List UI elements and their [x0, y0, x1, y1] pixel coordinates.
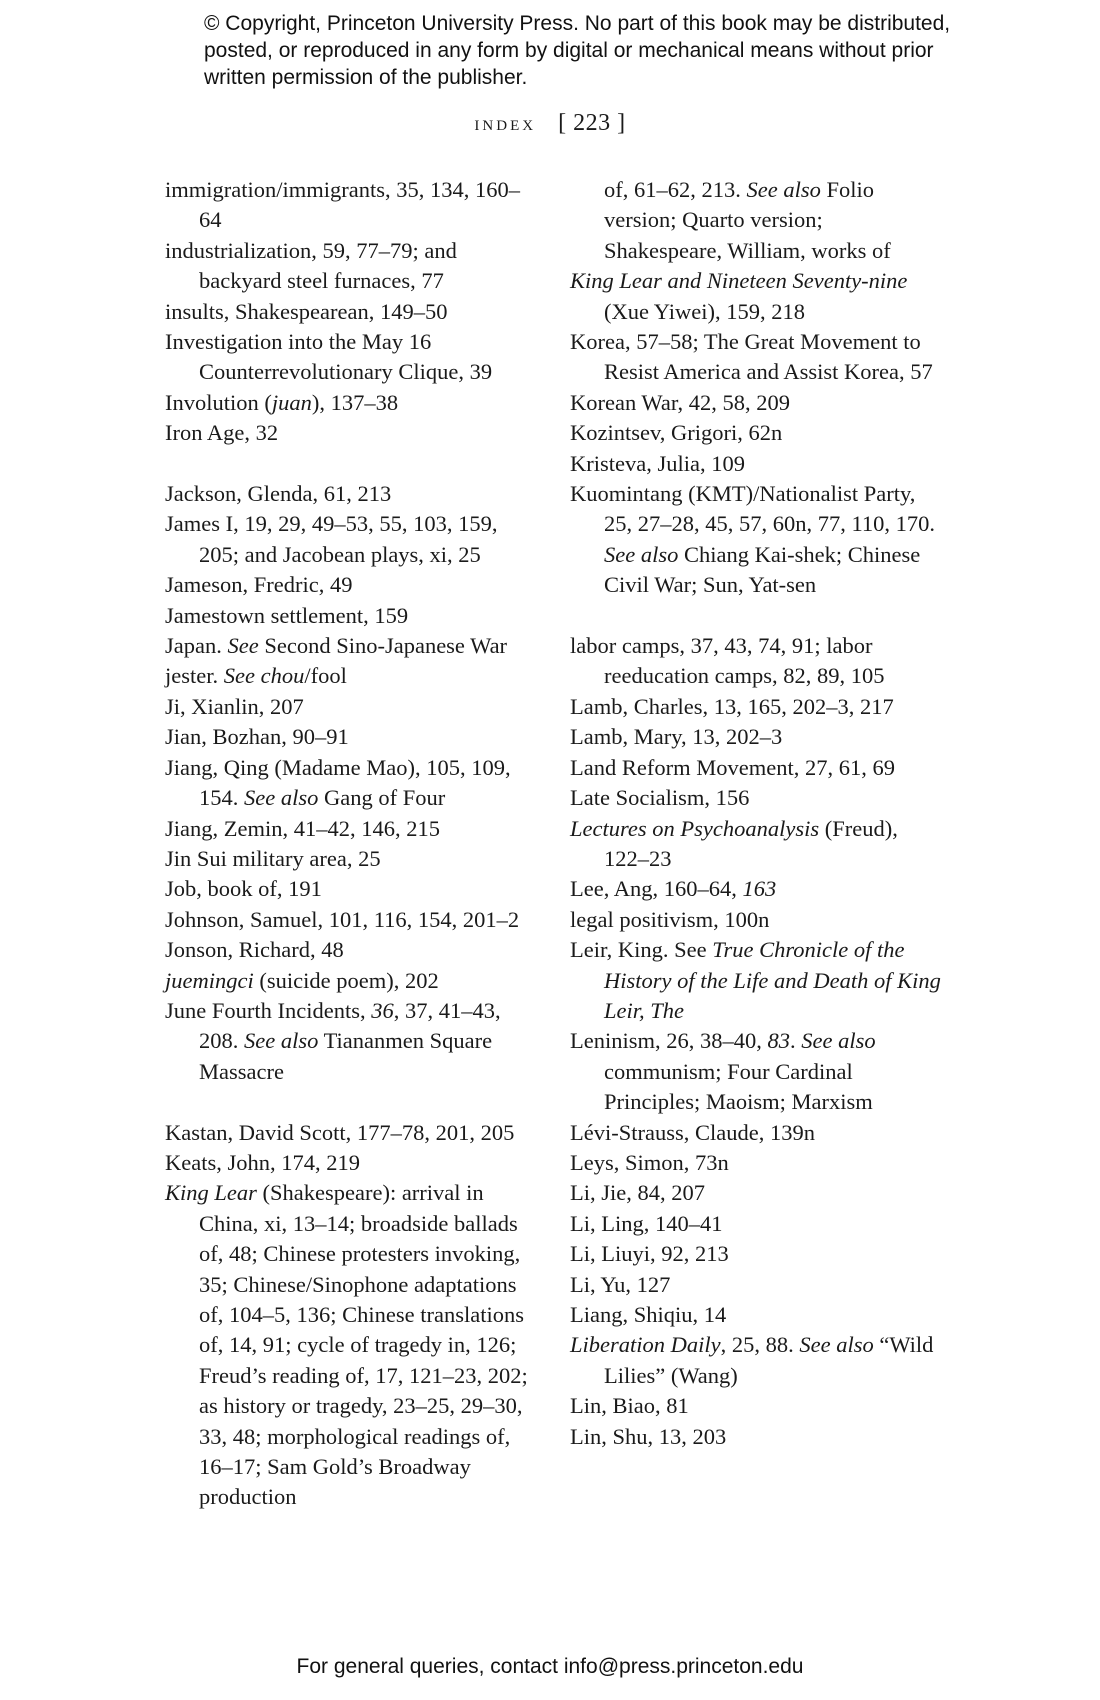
index-entry: Jonson, Richard, 48: [165, 937, 344, 963]
section-gap: [165, 1087, 540, 1117]
index-entry: Liberation Daily, 25, 88. See also “Wild Lilies” (Wang): [570, 1332, 934, 1388]
index-entry: Job, book of, 191: [165, 876, 322, 902]
index-entry: Kristeva, Julia, 109: [570, 450, 745, 476]
index-entry: immigration/immigrants, 35, 134, 160–64: [165, 177, 520, 233]
footer-contact: For general queries, contact info@press.princeton.edu: [296, 1655, 804, 1678]
index-entry: Jian, Bozhan, 90–91: [165, 724, 349, 750]
index-entry: labor camps, 37, 43, 74, 91; labor reeducation camps, 82, 89, 105: [570, 633, 885, 689]
section-gap: [570, 601, 945, 631]
index-entry: Kozintsev, Grigori, 62n: [570, 420, 783, 446]
running-head-label: index: [474, 110, 537, 135]
index-entry: King Lear (Shakespeare): arrival in China, xi, 13–14; broadside ballads of, 48; Chinese protesters invoking, 35; Chinese/Sinophone adaptations of, 104–5, 136; Chinese translations of, 14, 91; cycle of tragedy in, 126; Freud’s reading of, 17, 121–23, 202; as history or tragedy, 23–25, 29–30, 33, 48; morphological readings of, 16–17; Sam Gold’s Broadway production: [165, 1180, 528, 1510]
section-gap: [165, 449, 540, 479]
index-entry: Lin, Shu, 13, 203: [570, 1423, 727, 1449]
index-entry: jester. See chou/fool: [165, 663, 347, 689]
index-entry: Li, Ling, 140–41: [570, 1210, 723, 1236]
index-entry: Iron Age, 32: [165, 420, 279, 446]
running-head: [0, 110, 1100, 137]
index-entry: legal positivism, 100n: [570, 906, 770, 932]
index-entry: of, 61–62, 213. See also Folio version; Quarto version; Shakespeare, William, works of: [604, 177, 891, 263]
index-column-right: [570, 175, 945, 1452]
index-entry: Johnson, Samuel, 101, 116, 154, 201–2: [165, 906, 520, 932]
index-entry: Li, Liuyi, 92, 213: [570, 1241, 729, 1267]
index-entry: James I, 19, 29, 49–53, 55, 103, 159, 205; and Jacobean plays, xi, 25: [165, 511, 498, 567]
index-entry: Leys, Simon, 73n: [570, 1149, 729, 1175]
index-entry: Lamb, Charles, 13, 165, 202–3, 217: [570, 693, 894, 719]
index-entry: Lamb, Mary, 13, 202–3: [570, 724, 783, 750]
copyright-notice: © Copyright, Princeton University Press. No part of this book may be distributed, posted, or reproduced in any form by digital or mechanical means without prior written permission of the publisher.: [204, 12, 951, 89]
index-entry: Kastan, David Scott, 177–78, 201, 205: [165, 1119, 515, 1145]
index-column-left: [165, 175, 540, 1513]
index-entry: Jameson, Fredric, 49: [165, 572, 353, 598]
index-entry: Ji, Xianlin, 207: [165, 693, 304, 719]
index-entry: industrialization, 59, 77–79; and backyard steel furnaces, 77: [165, 237, 457, 294]
index-entry: Lévi-Strauss, Claude, 139n: [570, 1119, 815, 1145]
index-entry: King Lear and Nineteen Seventy-nine (Xue Yiwei), 159, 218: [570, 268, 908, 324]
index-entry: Liang, Shiqiu, 14: [570, 1302, 727, 1328]
index-entry: Kuomintang (KMT)/Nationalist Party, 25, 27–28, 45, 57, 60n, 77, 110, 170. See also Chiang Kai-shek; Chinese Civil War; Sun, Yat-sen: [570, 481, 936, 598]
index-entry: Lin, Biao, 81: [570, 1393, 689, 1419]
index-entry: Land Reform Movement, 27, 61, 69: [570, 754, 895, 780]
index-entry: Keats, John, 174, 219: [165, 1149, 360, 1175]
index-entry: Jiang, Zemin, 41–42, 146, 215: [165, 815, 440, 841]
index-entry: Involution (juan), 137–38: [165, 389, 399, 415]
index-entry: Late Socialism, 156: [570, 785, 750, 811]
index-entry: Jin Sui military area, 25: [165, 845, 381, 871]
index-entry: June Fourth Incidents, 36, 37, 41–43, 208. See also Tiananmen Square Massacre: [165, 997, 501, 1084]
index-entry: Investigation into the May 16 Counterrevolutionary Clique, 39: [165, 329, 493, 385]
index-entry: Leninism, 26, 38–40, 83. See also communism; Four Cardinal Principles; Maoism; Marxism: [570, 1028, 876, 1115]
index-entry: Korean War, 42, 58, 209: [570, 389, 790, 415]
index-entry: Jackson, Glenda, 61, 213: [165, 481, 392, 507]
index-entry: Li, Yu, 127: [570, 1271, 671, 1297]
index-entry: Jamestown settlement, 159: [165, 602, 409, 628]
index-entry: Lectures on Psychoanalysis (Freud), 122–23: [570, 815, 898, 871]
index-entry: Lee, Ang, 160–64, 163: [570, 876, 777, 902]
index-entry: juemingci (suicide poem), 202: [165, 967, 439, 993]
page-number: [ 223 ]: [558, 110, 626, 136]
index-entry: Japan. See Second Sino-Japanese War: [165, 633, 508, 659]
index-entry: Jiang, Qing (Madame Mao), 105, 109, 154. See also Gang of Four: [165, 754, 511, 811]
index-entry: Leir, King. See True Chronicle of the History of the Life and Death of King Leir, The: [570, 937, 941, 1023]
index-entry: insults, Shakespearean, 149–50: [165, 298, 448, 324]
index-entry: Li, Jie, 84, 207: [570, 1180, 705, 1206]
index-entry: Korea, 57–58; The Great Movement to Resist America and Assist Korea, 57: [570, 329, 933, 385]
